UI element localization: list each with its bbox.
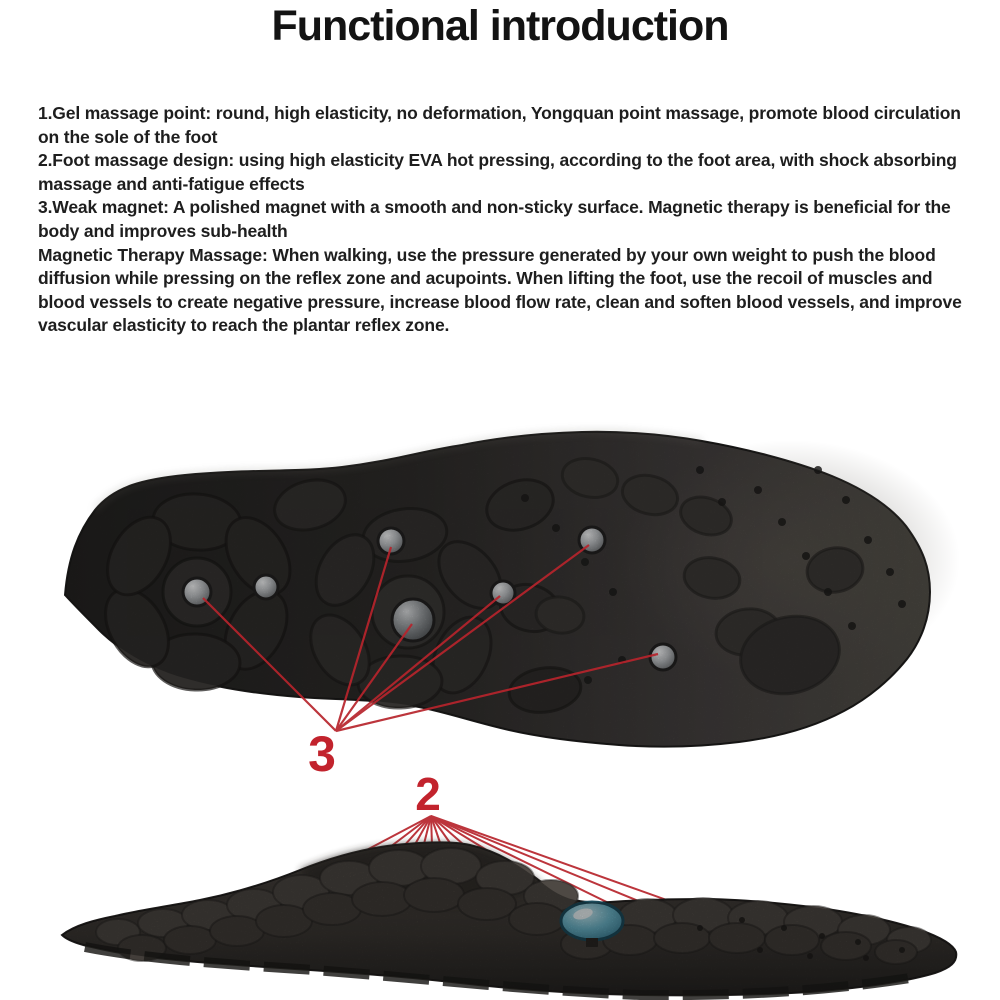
annotation-number-3: 3	[308, 726, 336, 782]
description-block	[38, 102, 968, 338]
top-insole-photo	[60, 380, 960, 755]
bottom-insole-photo	[58, 838, 963, 1000]
insole-figure	[0, 380, 1000, 1000]
description-paragraph-2: 2.Foot massage design: using high elasticity EVA hot pressing, according to the foot area, with shock absorbing massage and anti-fatigue effects	[38, 150, 957, 194]
description-paragraph-1: 1.Gel massage point: round, high elasticity, no deformation, Yongquan point massage, promote blood circulation on the sole of the foot	[38, 103, 961, 147]
description-paragraph-3: 3.Weak magnet: A polished magnet with a smooth and non-sticky surface. Magnetic therapy is beneficial for the body and improves sub-health	[38, 197, 951, 241]
insole-illustration	[0, 380, 1000, 1000]
bottom-insole-texture	[58, 838, 963, 1000]
page-title: Functional introduction	[271, 2, 729, 50]
description-paragraph-4: Magnetic Therapy Massage: When walking, use the pressure generated by your own weight to push the blood diffusion while pressing on the reflex zone and acupoints. When lifting the foot, use the recoil of muscles and blood vessels to create negative pressure, increase blood flow rate, clean and soften blood vessels, and improve vascular elasticity to reach the plantar reflex zone.	[38, 244, 962, 336]
annotation-number-2: 2	[415, 768, 441, 820]
